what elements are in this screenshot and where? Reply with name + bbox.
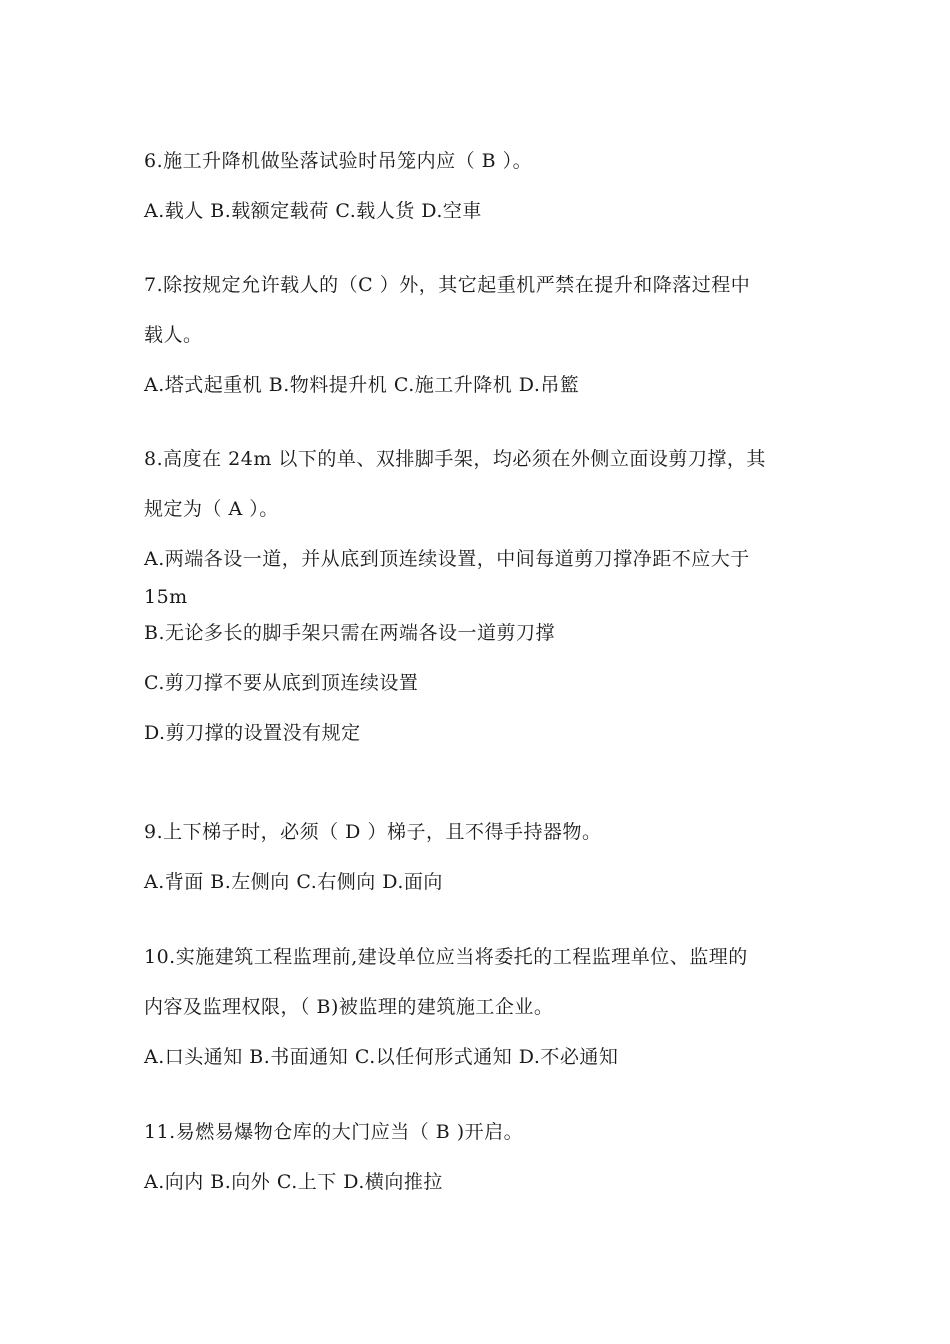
q10-options: A.口头通知 B.书面通知 C.以任何形式通知 D.不必通知 [144,1046,619,1068]
q9-stem-line-1: 9.上下梯子时，必须（ D ）梯子，且不得手持器物。 [144,821,602,843]
q10-stem-line-2: 内容及监理权限，（ B)被监理的建筑施工企业。 [144,996,554,1018]
q8-option-c: C.剪刀撑不要从底到顶连续设置 [144,672,419,694]
q11-options: A.向内 B.向外 C.上下 D.横向推拉 [144,1171,443,1193]
q8-option-a-line-2: 15m [144,586,188,608]
q6-options: A.载人 B.载额定载荷 C.载人货 D.空車 [144,200,482,222]
q8-option-d: D.剪刀撑的设置没有规定 [144,722,361,744]
q11-stem-line-1: 11.易燃易爆物仓库的大门应当（ B )开启。 [144,1121,524,1143]
q9-options: A.背面 B.左侧向 C.右侧向 D.面向 [144,871,443,893]
q7-stem-line-1: 7.除按规定允许载人的（C ）外，其它起重机严禁在提升和降落过程中 [144,274,751,296]
q7-options: A.塔式起重机 B.物料提升机 C.施工升降机 D.吊籃 [144,374,580,396]
q8-stem-line-2: 规定为（ A ）。 [144,498,279,520]
q8-option-b: B.无论多长的脚手架只需在两端各设一道剪刀撑 [144,622,556,644]
q10-stem-line-1: 10.实施建筑工程监理前,建设单位应当将委托的工程监理单位、监理的 [144,946,748,968]
q7-stem-line-2: 载人。 [144,324,203,346]
q8-stem-line-1: 8.高度在 24m 以下的单、双排脚手架，均必须在外侧立面设剪刀撑，其 [144,448,766,470]
q6-stem-line-1: 6.施工升降机做坠落试验时吊笼内应（ B ）。 [144,150,533,172]
q8-option-a-line-1: A.两端各设一道，并从底到顶连续设置，中间每道剪刀撑净距不应大于 [144,548,750,570]
